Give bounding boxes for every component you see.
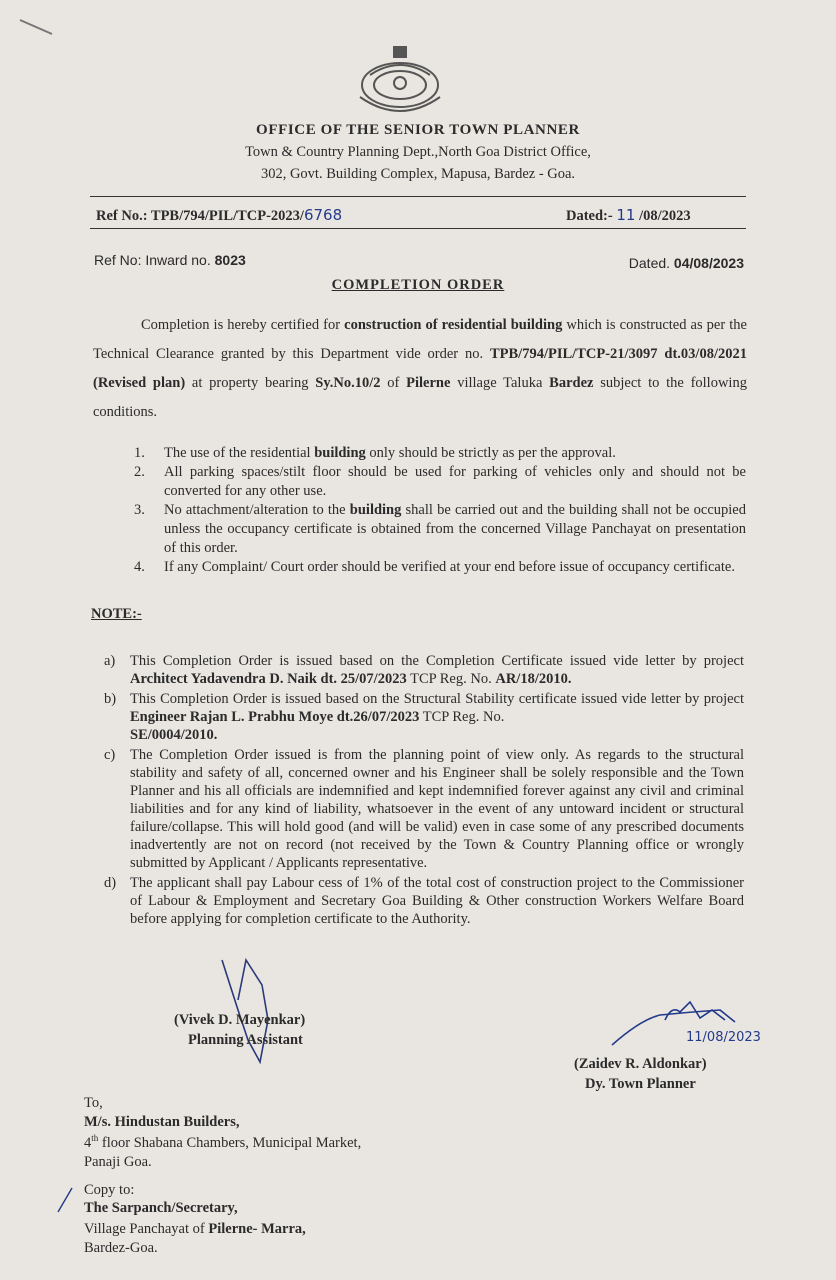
note-b-bold-2: SE/0004/2010.: [130, 727, 218, 743]
body-bold-2: TPB/794/PIL/TCP-21/3097 dt.03/08/2021 (Revised plan): [93, 346, 747, 391]
body-bold-4: Pilerne: [406, 375, 451, 391]
note-text: The applicant shall pay Labour cess of 1% of the total cost of construction project to the Commissioner of Labour & Employment and Secretary Goa Building & Other construction Workers Welfare Board before applying for completion certificate to the Authority.: [130, 875, 744, 927]
body-text-2: which is constructed as per the Technical Clearance granted by this Department vide order no.: [93, 317, 747, 362]
copy-address-bold: Pilerne- Marra,: [208, 1221, 306, 1237]
copy-mark-stroke: [58, 1188, 72, 1212]
condition-text-c: shall be carried out and the building shall not be occupied unless the occupancy certificate is obtained from the concerned Village Panchayat on presentation of this order.: [164, 502, 746, 556]
condition-number: 3.: [134, 502, 145, 518]
copy-to-name: The Sarpanch/Secretary,: [84, 1200, 238, 1216]
recipient-name: M/s. Hindustan Builders,: [84, 1114, 240, 1130]
condition-number: 1.: [134, 445, 145, 461]
note-letter: d): [104, 875, 117, 891]
note-a-bold-2: AR/18/2010.: [495, 671, 572, 687]
note-a-bold-1: Architect Yadavendra D. Naik dt. 25/07/2023: [130, 671, 407, 687]
ref-date-rest: /08/2023: [635, 208, 691, 224]
document-title-text: COMPLETION ORDER: [331, 277, 505, 293]
body-text-5: village Taluka: [450, 375, 550, 391]
copy-to-label: Copy to:: [84, 1182, 135, 1198]
right-signatory-name: (Zaidev R. Aldonkar): [574, 1056, 707, 1072]
left-signatory-title: Planning Assistant: [188, 1032, 303, 1048]
note-letter: c): [104, 747, 116, 763]
recipient-address-line-2: Panaji Goa.: [84, 1154, 152, 1170]
office-title: OFFICE OF THE SENIOR TOWN PLANNER: [256, 122, 580, 138]
note-b-text-1: This Completion Order is issued based on the Structural Stability certificate issued vide letter by project: [130, 691, 744, 707]
recipient-address-text: floor Shabana Chambers, Municipal Market,: [98, 1134, 362, 1151]
recipient-address-line-1: [84, 1133, 361, 1152]
inward-label: Ref No: Inward no.: [94, 252, 215, 268]
handwritten-ref-number: 6768: [303, 206, 343, 224]
note-letter: b): [104, 691, 117, 707]
condition-text: If any Complaint/ Court order should be verified at your end before issue of occupancy certificate.: [164, 559, 735, 575]
handwritten-day: 11: [616, 206, 636, 224]
condition-text-b: building: [314, 445, 366, 461]
office-address: 302, Govt. Building Complex, Mapusa, Bardez - Goa.: [260, 166, 576, 182]
note-b-text-2: TCP Reg. No.: [419, 709, 505, 725]
body-text-4: of: [380, 375, 407, 391]
note-heading-text: NOTE:-: [91, 606, 142, 622]
copy-to-address-line-1: [84, 1221, 306, 1238]
body-text-1: Completion is hereby certified for: [141, 317, 345, 333]
corner-mark-stroke: [20, 20, 52, 34]
copy-address-text: Village Panchayat of: [84, 1221, 209, 1237]
right-signatory-title: Dy. Town Planner: [585, 1076, 696, 1092]
note-text: The Completion Order issued is from the planning point of view only. As regards to the structural stability and safety of all, concerned owner and his Engineer shall be solely responsible and the Town Planner and his all officials are indemnified and kept indemnified forever against any civil and criminal liabilities and for any kind of liability, whatsoever in the event of any untoward incident or structural failure/collapse. This will hold good (and will be valid) even in case some of any prescribed documents inadvertently are not on record (not received by the Town & Country Planning office or wrongly submitted by Applicant / Applicants representative.: [130, 747, 744, 871]
inward-value: 8023: [214, 252, 246, 268]
copy-to-address-line-2: Bardez-Goa.: [84, 1240, 158, 1256]
note-a-text-2: TCP Reg. No.: [406, 671, 496, 687]
left-signatory-name: (Vivek D. Mayenkar): [174, 1012, 306, 1028]
body-bold-5: Bardez: [549, 375, 594, 391]
floor-number: 4: [84, 1134, 92, 1151]
ref-date-label: Dated:-: [566, 208, 617, 224]
recipient-to: To,: [84, 1095, 103, 1111]
condition-number: 2.: [134, 464, 145, 480]
inward-date-label: Dated.: [628, 255, 674, 271]
body-bold-1: construction of residential building: [344, 317, 563, 333]
condition-text-b: building: [349, 502, 402, 518]
note-a-text-1: This Completion Order is issued based on the Completion Certificate issued vide letter by project: [130, 653, 744, 669]
condition-number: 4.: [134, 559, 145, 575]
note-letter: a): [104, 653, 116, 669]
body-text-3: at property bearing: [185, 375, 316, 391]
condition-text-c: only should be strictly as per the approval.: [365, 445, 616, 461]
condition-text-a: The use of the residential: [164, 445, 315, 461]
condition-text-a: No attachment/alteration to the: [164, 502, 350, 518]
inward-date-value: 04/08/2023: [673, 255, 744, 271]
body-bold-3: Sy.No.10/2: [315, 375, 381, 391]
signature-date-handwritten: 11/08/2023: [686, 1030, 761, 1045]
ref-label: Ref No.: TPB/794/PIL/TCP-2023/: [96, 208, 304, 224]
condition-text: All parking spaces/stilt floor should be used for parking of vehicles only and should not be converted for any other use.: [164, 464, 746, 499]
floor-suffix: th: [91, 1133, 99, 1143]
office-dept: Town & Country Planning Dept.,North Goa District Office,: [245, 144, 591, 160]
note-b-bold-1: Engineer Rajan L. Prabhu Moye dt.26/07/2023: [130, 709, 420, 725]
body-text-6: subject to the following conditions.: [93, 375, 747, 420]
